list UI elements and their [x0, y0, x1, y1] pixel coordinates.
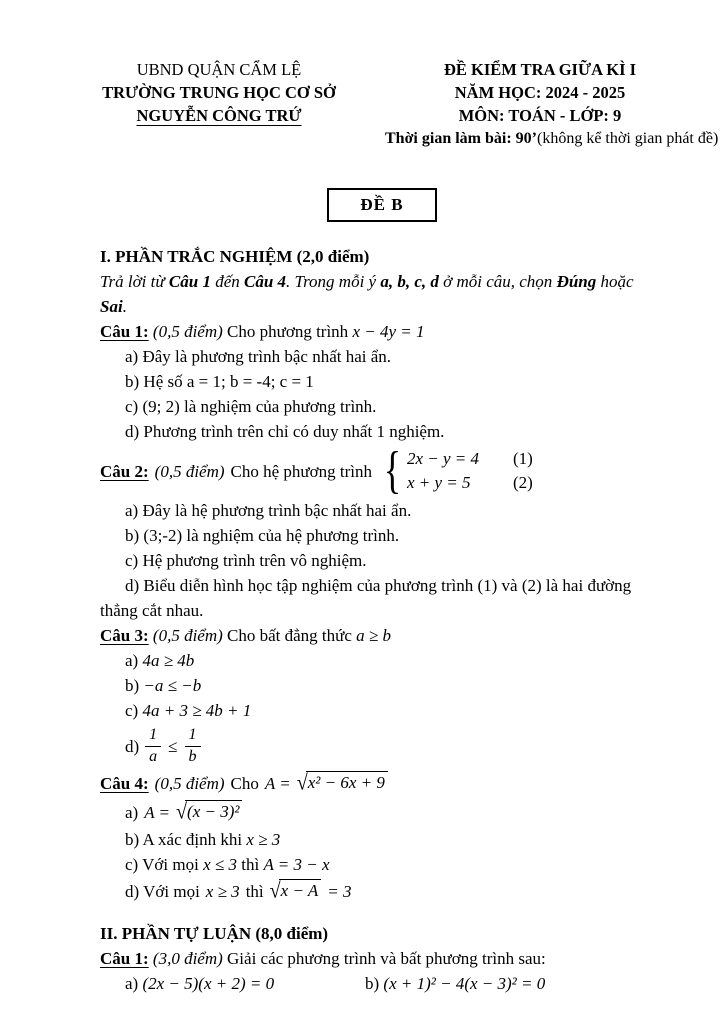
- question2-item-c: c) Hệ phương trình trên vô nghiệm.: [125, 551, 367, 570]
- equation-system: { 2x − y = 4 (1) x + y = 5 (2): [383, 441, 533, 499]
- radical-sign: √: [176, 800, 188, 824]
- question3-inequality: a ≥ b: [356, 626, 392, 645]
- section2-question1-label: Câu 1:: [100, 949, 149, 968]
- section2-question1-items: [100, 971, 660, 996]
- question4-item-a: a) A = √(x − 3)²: [100, 797, 660, 827]
- question1-item-c: c) (9; 2) là nghiệm của phương trình.: [125, 397, 377, 416]
- question4-item-b: b) A xác định khi x ≥ 3: [125, 830, 281, 849]
- question3-label: Câu 3:: [100, 626, 149, 645]
- question1-item-a: a) Đây là phương trình bậc nhất hai ẩn.: [125, 347, 392, 366]
- exam-title: ĐỀ KIỂM TRA GIỮA KÌ I: [443, 60, 637, 79]
- question2-item-a: a) Đây là hệ phương trình bậc nhất hai ẩn.: [125, 501, 412, 520]
- question3-item-d: d) $\frac{1}{a}$ ≤ $\frac{1}{b}$: [100, 723, 660, 769]
- question2-heading: Câu 2: (0,5 điểm) Cho hệ phương trình { 2x − y = 4 (1) x + y = 5 (2): [100, 441, 533, 499]
- question3-heading: Câu 3: (0,5 điểm) Cho bất đẳng thức a ≥ b: [100, 626, 392, 645]
- question4-heading: Câu 4: (0,5 điểm) Cho A = √x² − 6x + 9: [100, 769, 660, 797]
- fraction-1-over-b: $\frac{1}{b}$: [185, 726, 201, 766]
- radical-sign: √: [296, 771, 308, 795]
- left-brace: {: [383, 441, 402, 499]
- school-name: NGUYỄN CÔNG TRỨ: [136, 106, 302, 125]
- radical-sign: √: [269, 879, 281, 903]
- duration-line: [385, 127, 719, 150]
- section1-title: I. PHẦN TRẮC NGHIỆM (2,0 điểm): [100, 247, 370, 266]
- question1-item-b: b) Hệ số a = 1; b = -4; c = 1: [125, 372, 314, 391]
- system-equation-1: 2x − y = 4: [406, 449, 479, 468]
- section1-instruction: Trả lời từ Câu 1 đến Câu 4. Trong mỗi ý a, b, c, d ở mỗi câu, chọn Đúng hoặc Sai.: [100, 272, 634, 316]
- school-type-line: TRƯỜNG TRUNG HỌC CƠ SỞ: [102, 83, 336, 102]
- question3-item-c: c) 4a + 3 ≥ 4b + 1: [125, 701, 252, 720]
- radical-expression-a: √(x − 3)²: [176, 799, 242, 825]
- section2-item-a: a) (2x − 5)(x + 2) = 0: [125, 974, 275, 993]
- section2-title: II. PHẦN TỰ LUẬN (8,0 điểm): [100, 924, 329, 943]
- question4-item-d: d) Với mọi x ≥ 3 thì √x − A = 3: [100, 877, 660, 905]
- radical-expression: √x² − 6x + 9: [297, 770, 388, 796]
- fraction-1-over-a: $\frac{1}{a}$: [145, 726, 161, 766]
- exam-header: [100, 58, 719, 150]
- question1-label: Câu 1:: [100, 322, 149, 341]
- question4-label: Câu 4:: [100, 773, 149, 793]
- duration-bold: Thời gian làm bài: 90’: [385, 130, 537, 147]
- school-block: [100, 58, 338, 127]
- subject-grade: MÔN: TOÁN - LỚP: 9: [458, 106, 622, 125]
- exam-code-label: ĐỀ B: [360, 195, 404, 214]
- section2-question1-heading: Câu 1: (3,0 điểm) Giải các phương trình và bất phương trình sau:: [100, 949, 546, 968]
- district-line: UBND QUẬN CẨM LỆ: [136, 60, 302, 79]
- question1-equation: x − 4y = 1: [352, 322, 425, 341]
- less-equal-sign: ≤: [168, 736, 178, 756]
- exam-code-box: [327, 188, 437, 222]
- exam-info-block: [385, 58, 719, 150]
- school-year: NĂM HỌC: 2024 - 2025: [454, 83, 626, 102]
- question4-item-c: c) Với mọi x ≤ 3 thì A = 3 − x: [125, 855, 330, 874]
- duration-note: (không kể thời gian phát đề): [537, 130, 719, 147]
- radical-expression-d: √x − A: [270, 878, 322, 904]
- system-equation-2: x + y = 5: [406, 473, 471, 492]
- question3-item-b: b) −a ≤ −b: [125, 676, 202, 695]
- question2-item-b: b) (3;-2) là nghiệm của hệ phương trình.: [125, 526, 400, 545]
- exam-content: [100, 244, 660, 996]
- question2-item-d: d) Biểu diễn hình học tập nghiệm của phương trình (1) và (2) là hai đường thẳng cắt nhau.: [100, 576, 632, 620]
- question2-label: Câu 2:: [100, 461, 149, 481]
- question3-item-a: a) 4a ≥ 4b: [125, 651, 195, 670]
- question1-item-d: d) Phương trình trên chỉ có duy nhất 1 nghiệm.: [125, 422, 445, 441]
- question1-heading: Câu 1: (0,5 điểm) Cho phương trình x − 4y = 1: [100, 322, 425, 341]
- section2-item-b: b) (x + 1)² − 4(x − 3)² = 0: [365, 974, 546, 993]
